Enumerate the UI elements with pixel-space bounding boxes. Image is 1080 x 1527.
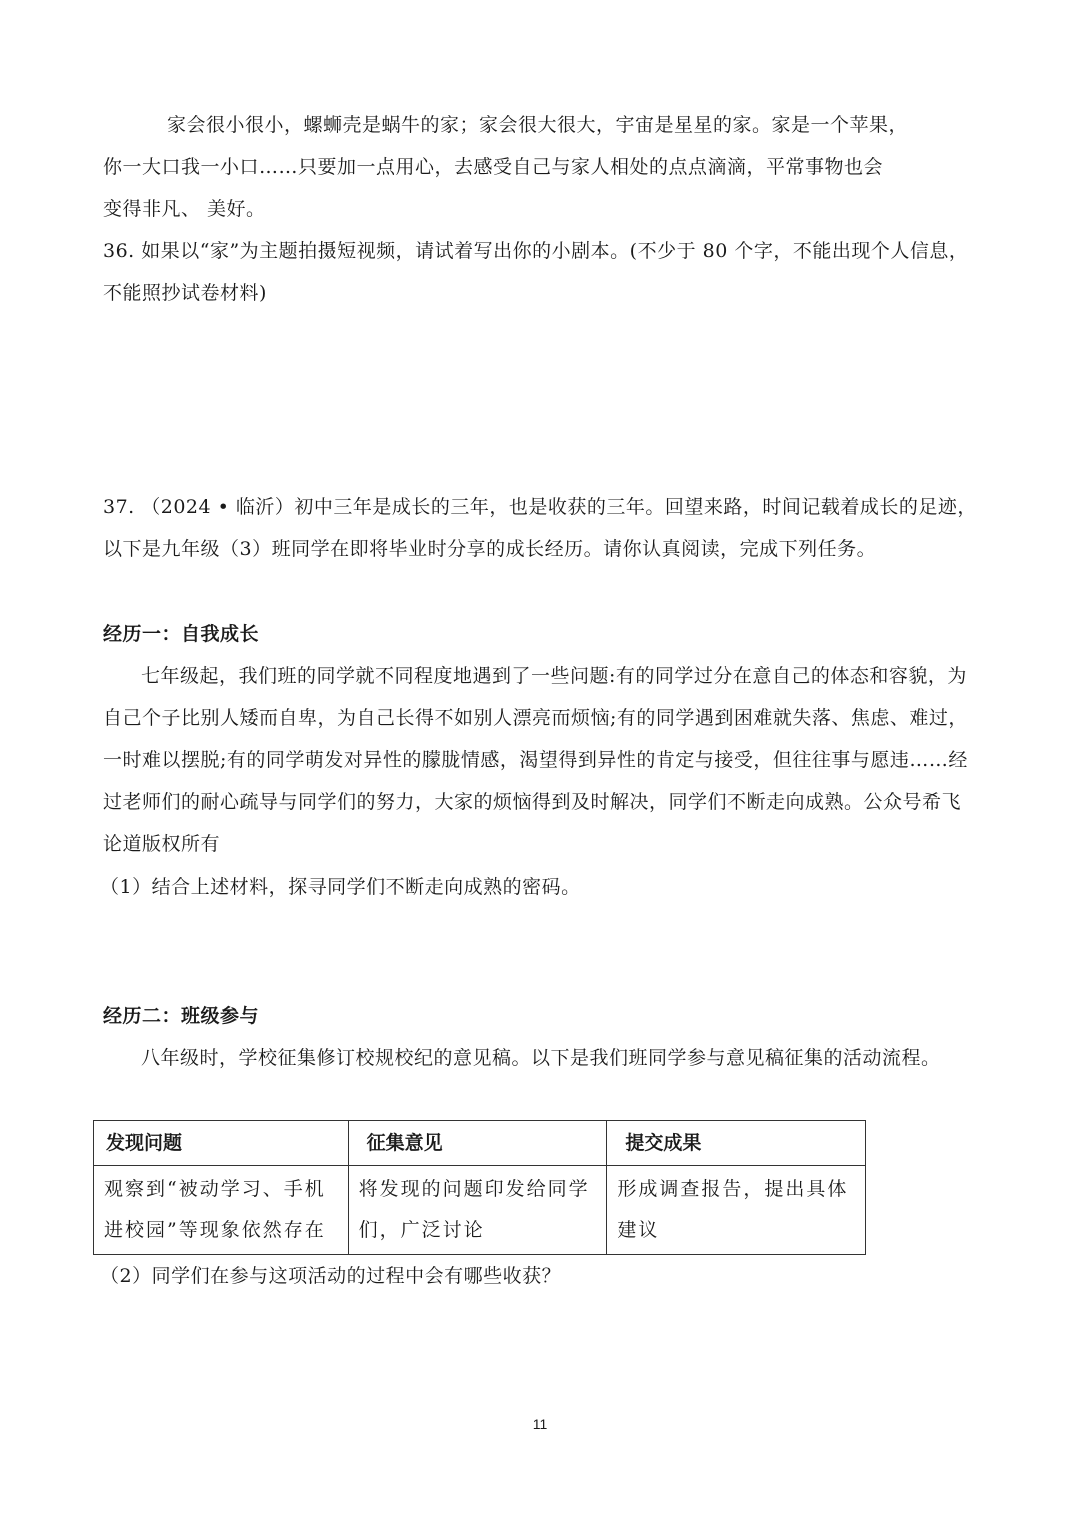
- intro-line-1: 家会很小很小，螺蛳壳是蜗牛的家；家会很大很大，宇宙是星星的家。家是一个苹果，: [167, 114, 909, 136]
- question-36: 36. 如果以“家”为主题拍摄短视频，请试着写出你的小剧本。(不少于 80 个字，不能出现个人信息，不能照抄试卷材料): [103, 240, 969, 304]
- table-cell: 观察到“被动学习、手机进校园”等现象依然存在: [94, 1166, 349, 1255]
- intro-line-2: 你一大口我一小口……只要加一点用心，去感受自己与家人相处的点点滴滴，平常事物也会: [103, 156, 884, 178]
- activity-flow-table: [93, 1120, 866, 1255]
- experience-2-title: 经历二：班级参与: [103, 1005, 260, 1027]
- table-header-cell: 发现问题: [94, 1121, 349, 1166]
- experience-1-paragraph: 七年级起，我们班的同学就不同程度地遇到了一些问题:有的同学过分在意自己的体态和容貌，为自己个子比别人矮而自卑，为自己长得不如别人漂亮而烦恼;有的同学遇到困难就失落、焦虑、难过，一时难以摆脱;有的同学萌发对异性的朦胧情感，渴望得到异性的肯定与接受，但往往事与愿违……经过老师们的耐心疏导与同学们的努力，大家的烦恼得到及时解决，同学们不断走向成熟。公众号希飞论道版权所有: [103, 665, 968, 855]
- table-header-row: [94, 1121, 866, 1166]
- question-37-intro: 37. （2024 • 临沂）初中三年是成长的三年，也是收获的三年。回望来路，时间记载着成长的足迹，以下是九年级（3）班同学在即将毕业时分享的成长经历。请你认真阅读，完成下列任务。: [103, 496, 977, 560]
- experience-1-title: 经历一：自我成长: [103, 623, 260, 645]
- question-37-1: （1）结合上述材料，探寻同学们不断走向成熟的密码。: [100, 876, 581, 898]
- page-number: 11: [532, 1416, 548, 1432]
- table-header-cell: 征集意见: [348, 1121, 607, 1166]
- intro-paragraph: [103, 104, 978, 230]
- table-row: [94, 1166, 866, 1255]
- question-37-2: （2）同学们在参与这项活动的过程中会有哪些收获？: [100, 1265, 562, 1287]
- table-cell: 将发现的问题印发给同学们，广泛讨论: [348, 1166, 607, 1255]
- table-cell: 形成调查报告，提出具体建议: [607, 1166, 866, 1255]
- intro-line-3: 变得非凡、 美好。: [103, 198, 266, 220]
- experience-2-paragraph: 八年级时，学校征集修订校规校纪的意见稿。以下是我们班同学参与意见稿征集的活动流程。: [141, 1047, 941, 1069]
- table-header-cell: 提交成果: [607, 1121, 866, 1166]
